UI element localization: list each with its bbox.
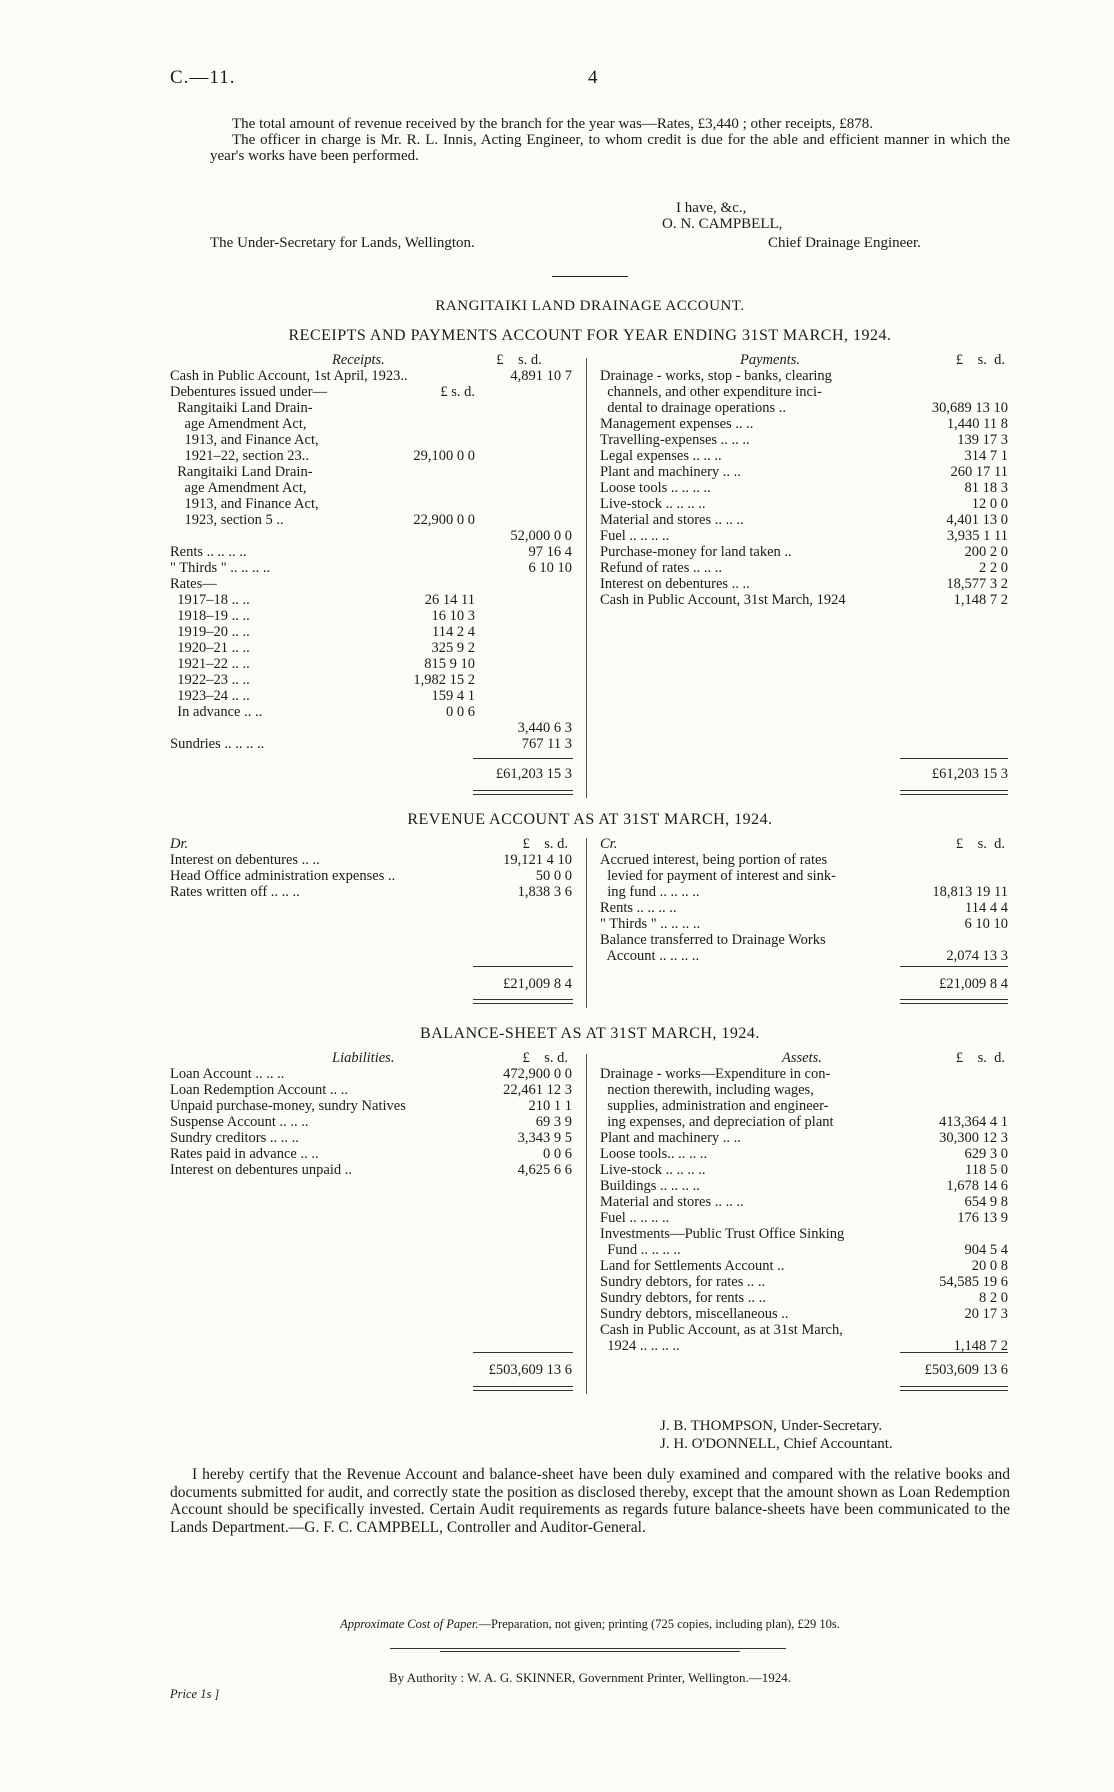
receipt-row-label: Rangitaiki Land Drain- — [170, 464, 313, 480]
payment-row-label: Purchase-money for land taken .. — [600, 544, 792, 560]
cr-row-label: " Thirds " .. .. .. .. — [600, 916, 701, 932]
signature-under-secretary: J. B. THOMPSON, Under-Secretary. — [660, 1418, 883, 1434]
payment-row-label: Refund of rates .. .. .. — [600, 560, 723, 576]
receipt-row — [170, 608, 580, 624]
receipt-row — [170, 688, 580, 704]
liability-row-amount: 3,343 9 5 — [517, 1130, 572, 1146]
payments-total: £61,203 15 3 — [931, 766, 1008, 782]
col-pound: £ — [496, 352, 504, 368]
payment-row-amount: 260 17 11 — [950, 464, 1008, 480]
receipt-row-label: 1921–22, section 23.. — [170, 448, 309, 464]
col-pound: £ — [955, 1050, 964, 1066]
cr-row-label: ing fund .. .. .. .. — [600, 884, 700, 900]
asset-row-label: Fuel .. .. .. .. — [600, 1210, 670, 1226]
officer-paragraph: The officer in charge is Mr. R. L. Innis, Acting Engineer, to whom credit is due for the able and efficient manner in which the year's works have been performed. — [210, 132, 1010, 164]
col-pound: £ — [955, 352, 964, 368]
liability-row-amount: 0 0 6 — [543, 1146, 572, 1162]
dr-row — [170, 868, 580, 884]
receipt-row-label: 1922–23 .. .. — [170, 672, 250, 688]
payment-row — [600, 432, 1010, 448]
receipt-row-inner: 29,100 0 0 — [413, 448, 475, 464]
cr-row-amount: 114 4 4 — [965, 900, 1008, 916]
asset-row-label: Loose tools.. .. .. .. — [600, 1146, 708, 1162]
payment-row-amount: 4,401 13 0 — [946, 512, 1008, 528]
col-shilling: s. — [544, 1050, 554, 1066]
page-number: 4 — [588, 67, 598, 88]
asset-row-label: 1924 .. .. .. .. — [600, 1338, 680, 1354]
receipt-row-label: " Thirds " .. .. .. .. — [170, 560, 271, 576]
col-pence: d. — [994, 836, 1005, 852]
liability-row-label: Loan Account .. .. .. — [170, 1066, 285, 1082]
assets-column — [600, 1050, 1010, 1378]
receipt-row-inner: £ s. d. — [440, 384, 475, 400]
cr-row — [600, 884, 1010, 900]
payment-row-label: Travelling-expenses .. .. .. — [600, 432, 750, 448]
payment-row-label: Live-stock .. .. .. .. — [600, 496, 706, 512]
payment-row-amount: 81 18 3 — [964, 480, 1008, 496]
cr-total: £21,009 8 4 — [939, 976, 1008, 992]
revenue-paragraph: The total amount of revenue received by the branch for the year was—Rates, £3,440 ; other receipts, £878. — [232, 116, 874, 132]
payment-row — [600, 464, 1010, 480]
col-pence: d. — [557, 836, 568, 852]
cr-row-label: levied for payment of interest and sink- — [600, 868, 836, 884]
col-shilling: s. — [517, 352, 528, 368]
receipt-row-label: Cash in Public Account, 1st April, 1923.. — [170, 368, 408, 384]
col-pound: £ — [955, 836, 964, 852]
cr-row — [600, 900, 1010, 916]
payment-row-label: Fuel .. .. .. .. — [600, 528, 670, 544]
asset-row — [600, 1274, 1010, 1290]
dr-double-rule — [473, 999, 573, 1004]
receipts-payments-title: RECEIPTS AND PAYMENTS ACCOUNT FOR YEAR ENDING 31ST MARCH, 1924. — [288, 327, 892, 344]
receipt-row-label: Sundries .. .. .. .. — [170, 736, 265, 752]
dr-rows — [170, 852, 580, 900]
receipts-total: £61,203 15 3 — [495, 766, 572, 782]
payment-row-label: Drainage - works, stop - banks, clearing — [600, 368, 832, 384]
section-divider — [552, 276, 628, 277]
receipt-row — [170, 416, 580, 432]
receipt-row — [170, 448, 580, 464]
receipt-row-inner: 22,900 0 0 — [413, 512, 475, 528]
asset-row — [600, 1258, 1010, 1274]
asset-row-label: nection therewith, including wages, — [600, 1082, 814, 1098]
asset-row — [600, 1162, 1010, 1178]
liability-row-label: Sundry creditors .. .. .. — [170, 1130, 299, 1146]
payment-row-amount: 1,440 11 8 — [946, 416, 1008, 432]
column-divider — [586, 1054, 587, 1394]
assets-double-rule — [900, 1386, 1008, 1391]
asset-row — [600, 1146, 1010, 1162]
asset-row-amount: 20 17 3 — [964, 1306, 1008, 1322]
asset-row — [600, 1242, 1010, 1258]
receipts-heading: Receipts. — [332, 352, 385, 368]
liability-row — [170, 1162, 580, 1178]
assets-rows — [600, 1066, 1010, 1354]
receipts-column — [170, 352, 580, 782]
liability-row-label: Suspense Account .. .. .. — [170, 1114, 309, 1130]
asset-row-label: Sundry debtors, for rents .. .. — [600, 1290, 766, 1306]
col-pence: d. — [994, 352, 1005, 368]
receipt-row-outer: 4,891 10 7 — [510, 368, 572, 384]
dr-row-amount: 19,121 4 10 — [503, 852, 572, 868]
payment-row — [600, 528, 1010, 544]
receipt-row — [170, 656, 580, 672]
page-header — [170, 67, 1010, 92]
liability-row-amount: 4,625 6 6 — [517, 1162, 572, 1178]
receipt-row — [170, 736, 580, 752]
footer-rule — [390, 1648, 786, 1649]
receipt-row-outer: 97 16 4 — [528, 544, 572, 560]
receipt-row-inner: 16 10 3 — [431, 608, 475, 624]
cr-col-header — [900, 836, 1005, 852]
payments-rows — [600, 368, 1010, 608]
liability-row — [170, 1146, 580, 1162]
dr-total: £21,009 8 4 — [503, 976, 572, 992]
payment-row — [600, 368, 1010, 384]
receipt-row-inner: 159 4 1 — [431, 688, 475, 704]
receipt-row-label: Rates— — [170, 576, 217, 592]
payment-row-amount: 2 2 0 — [979, 560, 1008, 576]
footer-rule-short — [440, 1651, 740, 1652]
receipt-row — [170, 576, 580, 592]
assets-col-header — [900, 1050, 1005, 1066]
col-shilling: s. — [977, 836, 987, 852]
liability-row-label: Interest on debentures unpaid .. — [170, 1162, 353, 1178]
receipt-row-label: 1918–19 .. .. — [170, 608, 250, 624]
receipt-row-label: Rents .. .. .. .. — [170, 544, 247, 560]
payment-row — [600, 400, 1010, 416]
payment-row-amount: 314 7 1 — [964, 448, 1008, 464]
liability-row — [170, 1098, 580, 1114]
intro-text — [210, 116, 1010, 164]
assets-total: £503,609 13 6 — [924, 1362, 1008, 1378]
receipt-row-label: 1913, and Finance Act, — [170, 432, 319, 448]
receipt-row — [170, 384, 580, 400]
col-shilling: s. — [977, 352, 987, 368]
dr-row-amount: 50 0 0 — [535, 868, 572, 884]
cr-row-label: Balance transferred to Drainage Works — [600, 932, 826, 948]
asset-row — [600, 1178, 1010, 1194]
payment-row — [600, 480, 1010, 496]
asset-row — [600, 1114, 1010, 1130]
liabilities-double-rule — [473, 1386, 573, 1391]
payments-column — [600, 352, 1010, 782]
col-shilling: s. — [544, 836, 554, 852]
payment-row-label: Cash in Public Account, 31st March, 1924 — [600, 592, 846, 608]
receipt-row-label: 1921–22 .. .. — [170, 656, 250, 672]
col-pence: d. — [557, 1050, 568, 1066]
asset-row-label: Land for Settlements Account .. — [600, 1258, 785, 1274]
receipt-row-label: 1923–24 .. .. — [170, 688, 250, 704]
receipt-row — [170, 528, 580, 544]
payment-row — [600, 384, 1010, 400]
asset-row-label: Drainage - works—Expenditure in con- — [600, 1066, 831, 1082]
payments-heading: Payments. — [740, 352, 800, 368]
cr-row-amount: 2,074 13 3 — [946, 948, 1008, 964]
payment-row-amount: 3,935 1 11 — [946, 528, 1008, 544]
receipt-row-label: age Amendment Act, — [170, 416, 307, 432]
receipt-row-outer: 767 11 3 — [521, 736, 572, 752]
liability-row — [170, 1114, 580, 1130]
asset-row-label: Sundry debtors, miscellaneous .. — [600, 1306, 789, 1322]
receipt-row-label: Debentures issued under— — [170, 384, 328, 400]
asset-row-amount: 54,585 19 6 — [939, 1274, 1008, 1290]
dr-row-label: Interest on debentures .. .. — [170, 852, 320, 868]
assets-heading: Assets. — [782, 1050, 822, 1066]
cost-note — [170, 1616, 1010, 1632]
receipt-row — [170, 544, 580, 560]
payment-row — [600, 512, 1010, 528]
cr-total-rule — [900, 966, 1008, 967]
payment-row-amount: 12 0 0 — [971, 496, 1008, 512]
cr-row — [600, 932, 1010, 948]
column-divider — [586, 358, 587, 798]
revenue-account-title: REVENUE ACCOUNT AS AT 31ST MARCH, 1924. — [407, 811, 773, 828]
asset-row-amount: 1,148 7 2 — [953, 1338, 1008, 1354]
payment-row-label: Management expenses .. .. — [600, 416, 754, 432]
liability-row-label: Unpaid purchase-money, sundry Natives — [170, 1098, 406, 1114]
payment-row-amount: 30,689 13 10 — [931, 400, 1008, 416]
payment-row-label: channels, and other expenditure inci- — [600, 384, 822, 400]
asset-row-label: Investments—Public Trust Office Sinking — [600, 1226, 845, 1242]
document-reference: C.—11. — [170, 67, 236, 88]
asset-row-label: ing expenses, and depreciation of plant — [600, 1114, 834, 1130]
receipt-row — [170, 432, 580, 448]
liability-row — [170, 1130, 580, 1146]
receipt-row-label: 1919–20 .. .. — [170, 624, 250, 640]
payment-row-label: Plant and machinery .. .. — [600, 464, 741, 480]
col-pound: £ — [522, 1050, 530, 1066]
payment-row — [600, 576, 1010, 592]
liability-row-amount: 22,461 12 3 — [503, 1082, 572, 1098]
receipt-row-label: 1917–18 .. .. — [170, 592, 250, 608]
asset-row-amount: 176 13 9 — [957, 1210, 1008, 1226]
payment-row-amount: 200 2 0 — [964, 544, 1008, 560]
asset-row — [600, 1210, 1010, 1226]
asset-row — [600, 1082, 1010, 1098]
receipt-row-inner: 1,982 15 2 — [413, 672, 475, 688]
asset-row-amount: 8 2 0 — [979, 1290, 1008, 1306]
receipt-row — [170, 640, 580, 656]
liability-row-amount: 69 3 9 — [535, 1114, 572, 1130]
asset-row-label: Material and stores .. .. .. — [600, 1194, 744, 1210]
liability-row — [170, 1082, 580, 1098]
liabilities-total: £503,609 13 6 — [488, 1362, 572, 1378]
payment-row-label: Legal expenses .. .. .. — [600, 448, 722, 464]
receipt-row-inner: 815 9 10 — [424, 656, 475, 672]
asset-row-label: Buildings .. .. .. .. — [600, 1178, 700, 1194]
asset-row-amount: 20 0 8 — [971, 1258, 1008, 1274]
asset-row-amount: 118 5 0 — [965, 1162, 1008, 1178]
payment-row — [600, 560, 1010, 576]
payment-row-amount: 139 17 3 — [957, 432, 1008, 448]
asset-row — [600, 1130, 1010, 1146]
cost-note-text: —Preparation, not given; printing (725 copies, including plan), £29 10s. — [478, 1617, 840, 1631]
signatory-title: Chief Drainage Engineer. — [768, 235, 921, 251]
cr-column — [600, 836, 1010, 992]
liabilities-total-rule — [473, 1352, 573, 1353]
receipt-row-outer: 3,440 6 3 — [517, 720, 572, 736]
dr-column — [170, 836, 580, 992]
payment-row — [600, 448, 1010, 464]
receipt-row-label: 1923, section 5 .. — [170, 512, 284, 528]
receipt-row-label: 1913, and Finance Act, — [170, 496, 319, 512]
payment-row — [600, 416, 1010, 432]
receipt-row — [170, 592, 580, 608]
receipt-row — [170, 496, 580, 512]
liabilities-rows — [170, 1066, 580, 1178]
signature-chief-accountant: J. H. O'DONNELL, Chief Accountant. — [660, 1436, 893, 1452]
dr-col-header — [470, 836, 568, 852]
dr-row-amount: 1,838 3 6 — [517, 884, 572, 900]
col-shilling: s. — [977, 1050, 987, 1066]
receipt-row — [170, 624, 580, 640]
liability-row — [170, 1066, 580, 1082]
asset-row — [600, 1194, 1010, 1210]
receipt-row — [170, 672, 580, 688]
cr-row — [600, 948, 1010, 964]
payment-row-amount: 1,148 7 2 — [953, 592, 1008, 608]
signatory-name: O. N. CAMPBELL, — [662, 216, 783, 232]
receipt-row-inner: 0 0 6 — [446, 704, 475, 720]
asset-row — [600, 1066, 1010, 1082]
payment-row-label: Interest on debentures .. .. — [600, 576, 750, 592]
asset-row-amount: 1,678 14 6 — [946, 1178, 1008, 1194]
audit-certificate — [170, 1466, 1010, 1536]
cr-row — [600, 852, 1010, 868]
account-title: RANGITAIKI LAND DRAINAGE ACCOUNT. — [435, 298, 745, 314]
receipt-row — [170, 704, 580, 720]
receipt-row-label: Rangitaiki Land Drain- — [170, 400, 313, 416]
closing-phrase: I have, &c., — [676, 200, 747, 216]
asset-row-label: Plant and machinery .. .. — [600, 1130, 741, 1146]
col-pence: d. — [530, 352, 542, 368]
receipt-row-inner: 26 14 11 — [424, 592, 475, 608]
liability-row-amount: 210 1 1 — [528, 1098, 572, 1114]
cr-row-amount: 18,813 19 11 — [932, 884, 1008, 900]
cr-row-amount: 6 10 10 — [964, 916, 1008, 932]
payment-row — [600, 592, 1010, 608]
dr-row — [170, 884, 580, 900]
cr-row-label: Account .. .. .. .. — [600, 948, 700, 964]
cr-row-label: Accrued interest, being portion of rates — [600, 852, 828, 868]
asset-row-label: Live-stock .. .. .. .. — [600, 1162, 706, 1178]
receipt-row — [170, 480, 580, 496]
receipt-row-outer: 6 10 10 — [528, 560, 572, 576]
footer-authority: By Authority : W. A. G. SKINNER, Government Printer, Wellington.—1924. — [389, 1670, 791, 1685]
receipt-row-label: 1920–21 .. .. — [170, 640, 250, 656]
asset-row-label: Cash in Public Account, as at 31st March, — [600, 1322, 843, 1338]
asset-row-amount: 654 9 8 — [964, 1194, 1008, 1210]
dr-row-label: Head Office administration expenses .. — [170, 868, 396, 884]
payment-row-label: dental to drainage operations .. — [600, 400, 787, 416]
cr-double-rule — [900, 999, 1008, 1004]
asset-row-label: supplies, administration and engineer- — [600, 1098, 829, 1114]
receipts-col-header — [470, 352, 568, 368]
payment-row-label: Loose tools .. .. .. .. — [600, 480, 711, 496]
receipts-total-rule — [473, 758, 573, 759]
payments-col-header — [900, 352, 1005, 368]
audit-certificate-text: I hereby certify that the Revenue Account and balance-sheet have been duly examined and compared with the relative books and documents submitted for audit, and correctly state the position as disclosed thereby, except that the amount shown as Loan Redemption Account should be specifically invested. Certain Audit requirements as regards future balance-sheets have been communicated to the Lands Department.—G. F. C. CAMPBELL, Controller and Auditor-General. — [170, 1466, 1010, 1536]
payments-double-rule — [900, 790, 1008, 795]
receipt-row — [170, 512, 580, 528]
receipt-row-inner: 114 2 4 — [432, 624, 475, 640]
payment-row — [600, 496, 1010, 512]
receipt-row — [170, 368, 580, 384]
receipts-double-rule — [473, 790, 573, 795]
cr-row-label: Rents .. .. .. .. — [600, 900, 677, 916]
asset-row-label: Fund .. .. .. .. — [600, 1242, 681, 1258]
cr-row — [600, 868, 1010, 884]
footer-price: Price 1s ] — [170, 1687, 220, 1701]
cost-note-label: Approximate Cost of Paper. — [340, 1617, 479, 1631]
receipt-row — [170, 720, 580, 736]
liabilities-column — [170, 1050, 580, 1378]
asset-row-amount: 413,364 4 1 — [939, 1114, 1008, 1130]
column-divider — [586, 838, 587, 1008]
asset-row — [600, 1226, 1010, 1242]
liability-row-label: Loan Redemption Account .. .. — [170, 1082, 348, 1098]
receipt-row — [170, 464, 580, 480]
asset-row-amount: 629 3 0 — [964, 1146, 1008, 1162]
asset-row — [600, 1098, 1010, 1114]
receipts-rows — [170, 368, 580, 752]
asset-row — [600, 1322, 1010, 1338]
receipt-row-outer: 52,000 0 0 — [510, 528, 572, 544]
asset-row-amount: 30,300 12 3 — [939, 1130, 1008, 1146]
payment-row — [600, 544, 1010, 560]
payment-row-label: Material and stores .. .. .. — [600, 512, 744, 528]
assets-total-rule — [900, 1352, 1008, 1353]
receipt-row-inner: 325 9 2 — [431, 640, 475, 656]
payment-row-amount: 18,577 3 2 — [946, 576, 1008, 592]
balance-sheet-title: BALANCE-SHEET AS AT 31ST MARCH, 1924. — [420, 1025, 760, 1042]
liability-row-label: Rates paid in advance .. .. — [170, 1146, 319, 1162]
liability-row-amount: 472,900 0 0 — [503, 1066, 572, 1082]
dr-row — [170, 852, 580, 868]
receipt-row-label: age Amendment Act, — [170, 480, 307, 496]
dr-heading: Dr. — [170, 836, 189, 852]
liabilities-col-header — [470, 1050, 568, 1066]
receipt-row — [170, 560, 580, 576]
receipt-row — [170, 400, 580, 416]
col-pound: £ — [522, 836, 530, 852]
asset-row-amount: 904 5 4 — [964, 1242, 1008, 1258]
receipt-row-label: In advance .. .. — [170, 704, 263, 720]
addressee: The Under-Secretary for Lands, Wellington. — [210, 235, 475, 251]
payments-total-rule — [900, 758, 1008, 759]
dr-row-label: Rates written off .. .. .. — [170, 884, 300, 900]
asset-row-label: Sundry debtors, for rates .. .. — [600, 1274, 766, 1290]
cr-heading: Cr. — [600, 836, 618, 852]
col-pence: d. — [994, 1050, 1005, 1066]
asset-row — [600, 1306, 1010, 1322]
asset-row — [600, 1290, 1010, 1306]
cr-rows — [600, 852, 1010, 964]
dr-total-rule — [473, 966, 573, 967]
cr-row — [600, 916, 1010, 932]
liabilities-heading: Liabilities. — [332, 1050, 395, 1066]
